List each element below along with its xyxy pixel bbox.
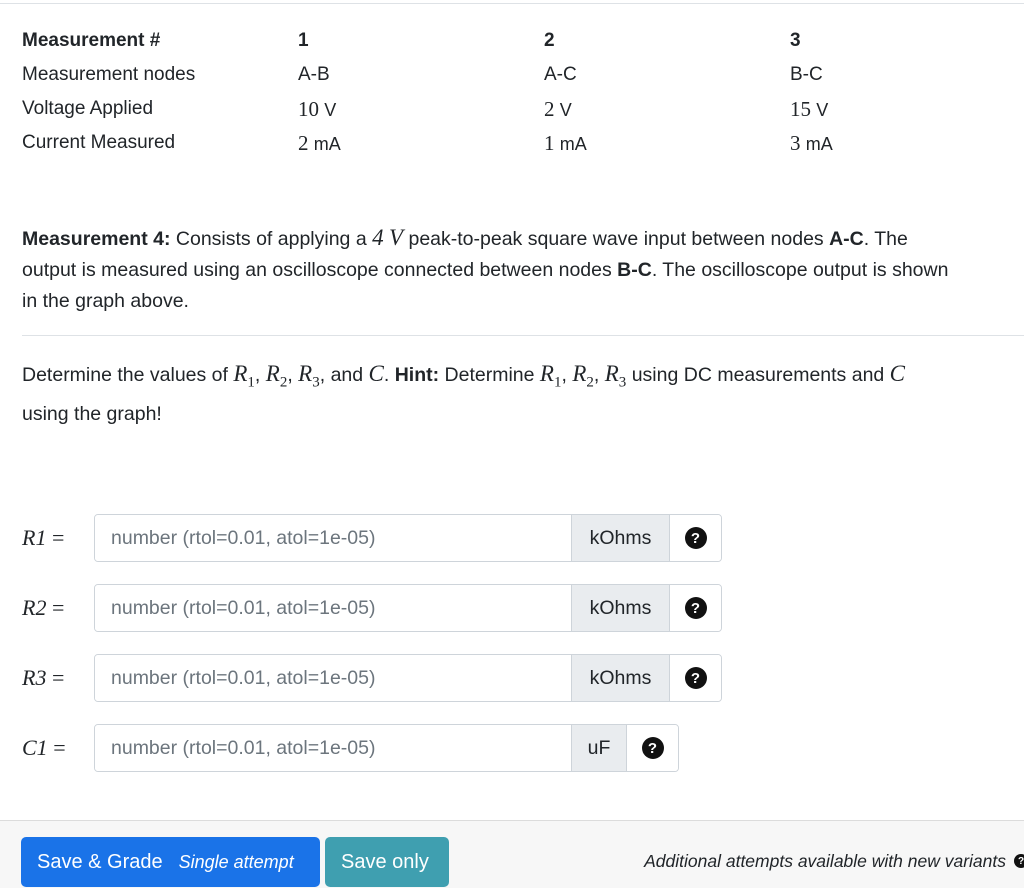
section-divider <box>22 335 1024 336</box>
det-sep: , <box>593 364 605 386</box>
det-text: using the graph! <box>22 402 162 425</box>
determine-text <box>22 358 1024 430</box>
det-sep: , <box>254 364 266 386</box>
c1-input[interactable] <box>95 725 571 771</box>
cell-number: 2 <box>298 130 309 155</box>
input-group <box>94 584 722 632</box>
cell-unit: mA <box>313 133 341 154</box>
table-cell <box>298 92 544 126</box>
m4-text: . The <box>863 228 908 250</box>
table-row <box>22 126 990 160</box>
help-button[interactable] <box>669 655 721 701</box>
math-symbol: C <box>889 361 906 386</box>
hint-label: Hint: <box>394 364 440 386</box>
table-header-cell: 1 <box>298 30 309 51</box>
cell-unit: V <box>559 99 572 120</box>
table-cell <box>544 126 790 160</box>
row-label: Current Measured <box>22 132 176 153</box>
det-text: Determine the values of <box>22 364 234 386</box>
unit-addon: kOhms <box>571 655 669 701</box>
cell-unit: mA <box>805 133 833 154</box>
help-button[interactable] <box>669 585 721 631</box>
m4-text: peak-to-peak square wave input between nodes <box>403 228 830 250</box>
table-header-cell: 3 <box>790 30 801 51</box>
help-button[interactable] <box>669 515 721 561</box>
row-label: Measurement nodes <box>22 64 196 85</box>
question-icon[interactable]: ? <box>1014 854 1024 868</box>
m4-label: Measurement 4: <box>22 228 171 250</box>
answer-row-r1 <box>22 514 722 562</box>
submit-footer <box>0 820 1024 888</box>
cell-unit: V <box>816 99 829 120</box>
table-cell: A-B <box>298 64 330 85</box>
math-symbol: C <box>368 361 384 386</box>
measurement-table <box>22 24 990 160</box>
det-text: using DC measurements and <box>626 364 890 386</box>
det-sep: , <box>561 364 573 386</box>
attempts-note: Additional attempts available with new variants <box>644 851 1006 871</box>
math-symbol: $R_2$ <box>572 361 594 391</box>
measurement-4-text <box>22 222 1024 317</box>
table-cell: B-C <box>790 64 823 85</box>
m4-text: output is measured using an oscilloscope connected between nodes <box>22 259 618 281</box>
question-icon: ? <box>642 737 664 759</box>
m4-text: Consists of applying a <box>170 228 373 250</box>
table-cell: A-C <box>544 64 577 85</box>
cell-number: 15 <box>790 96 811 121</box>
answer-row-r3 <box>22 654 722 702</box>
table-header-row <box>22 24 990 58</box>
cell-number: 2 <box>544 96 555 121</box>
cell-number: 1 <box>544 130 555 155</box>
table-cell <box>544 92 790 126</box>
answer-row-r2 <box>22 584 722 632</box>
math-symbol: $R_1$ <box>539 361 562 391</box>
math-symbol: $R_3$ <box>604 361 627 391</box>
math-symbol: $R_2$ <box>265 361 288 391</box>
cell-number: 10 <box>298 96 319 121</box>
math-symbol: $R_1$ <box>233 361 255 391</box>
table-cell <box>790 126 990 160</box>
table-row <box>22 58 990 92</box>
table-cell <box>790 92 990 126</box>
help-button[interactable] <box>626 725 678 771</box>
single-attempt-label: Single attempt <box>178 851 294 872</box>
input-group <box>94 654 722 702</box>
table-row <box>22 92 990 126</box>
save-grade-button[interactable] <box>21 837 320 887</box>
r2-input[interactable] <box>95 585 571 631</box>
question-icon: ? <box>685 527 707 549</box>
input-group <box>94 724 679 772</box>
r1-input[interactable] <box>95 515 571 561</box>
answer-label: R3 = <box>22 665 65 690</box>
m4-unit: V <box>389 225 404 250</box>
table-cell <box>298 126 544 160</box>
m4-node: A-C <box>829 228 864 250</box>
row-label: Voltage Applied <box>22 98 154 119</box>
table-header-cell: Measurement # <box>22 30 161 51</box>
question-icon: ? <box>685 667 707 689</box>
cell-number: 3 <box>790 130 801 155</box>
answer-label: C1 = <box>22 735 66 760</box>
m4-text: . The oscilloscope output is shown <box>651 259 949 281</box>
unit-addon: kOhms <box>571 585 669 631</box>
m4-text: in the graph above. <box>22 290 189 312</box>
unit-addon: kOhms <box>571 515 669 561</box>
det-text: Determine <box>439 364 540 386</box>
input-group <box>94 514 722 562</box>
cell-unit: mA <box>559 133 587 154</box>
r3-input[interactable] <box>95 655 571 701</box>
det-sep: . <box>383 364 395 386</box>
question-icon: ? <box>685 597 707 619</box>
answer-label: R1 = <box>22 525 65 550</box>
cell-unit: V <box>324 99 337 120</box>
save-grade-label: Save & Grade <box>37 850 163 873</box>
det-sep: , <box>287 364 299 386</box>
m4-value: 4 <box>372 225 384 250</box>
save-only-button[interactable]: Save only <box>325 837 449 887</box>
math-symbol: $R_3$ <box>298 361 320 391</box>
det-sep: , and <box>319 364 369 386</box>
unit-addon: uF <box>571 725 626 771</box>
table-header-cell: 2 <box>544 30 555 51</box>
top-divider <box>0 3 1024 4</box>
m4-node: B-C <box>617 259 652 281</box>
answer-label: R2 = <box>22 595 65 620</box>
answer-row-c1 <box>22 724 679 772</box>
